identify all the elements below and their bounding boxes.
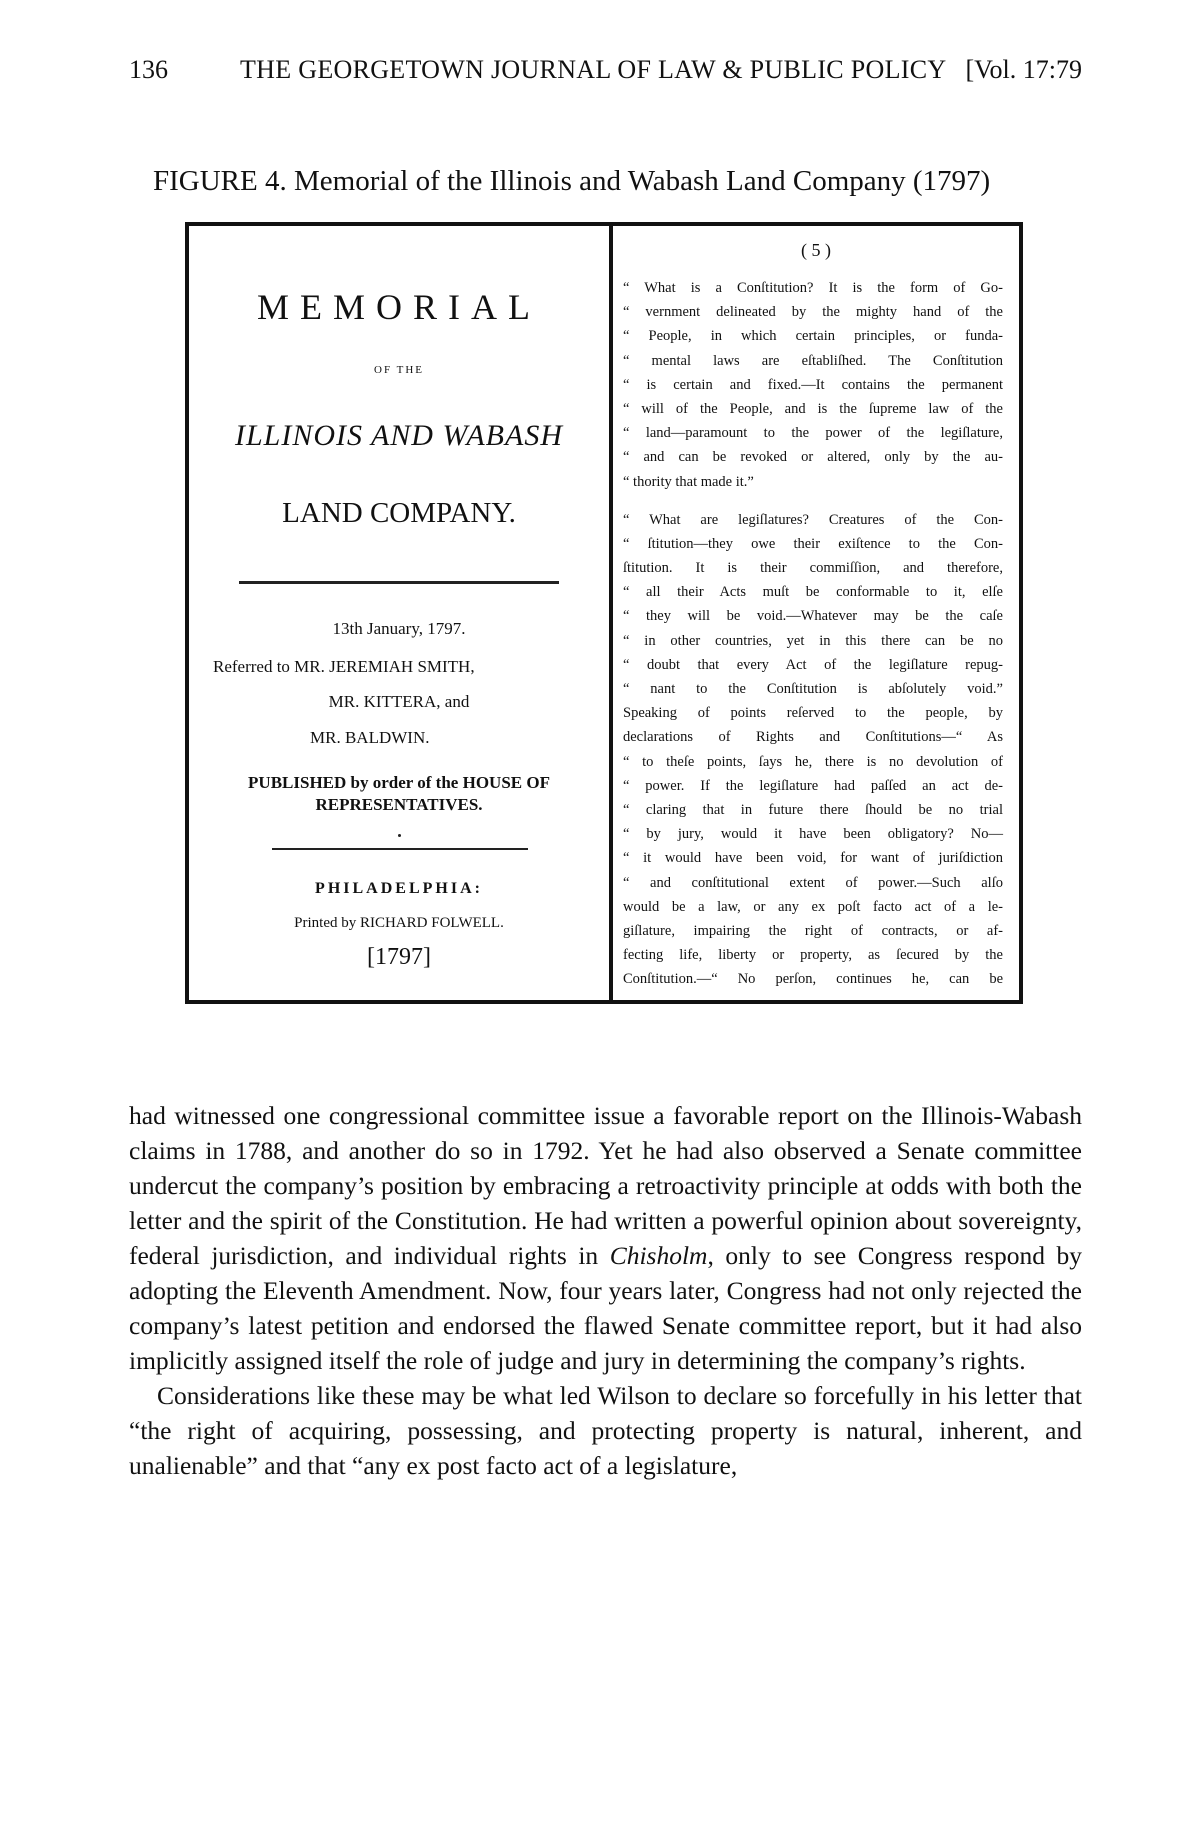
text-line: “ What are legiſlatures? Creatures of the Con- — [623, 511, 1003, 528]
text-line: “ vernment delineated by the mighty hand of the — [623, 304, 1003, 321]
figure-label: FIGURE 4. — [153, 165, 287, 197]
title-published: PUBLISHED by order of the HOUSE OF — [248, 773, 550, 792]
text-line: “ and can be revoked or altered, only by the au- — [623, 449, 1003, 466]
running-head — [129, 50, 1082, 90]
title-baldwin: MR. BALDWIN. — [310, 728, 430, 747]
volume-citation: [Vol. 17:79 — [965, 55, 1082, 84]
text-line: “ they will be void.—Whatever may be the caſe — [623, 608, 1003, 625]
body-text-run: had witnessed one congressional committee issue a favorable report on the Illinois-Wabash claims in 1788, and another do so in 1792. Yet he had also observed a Senate committee undercut the company’s position by embracing a retroactivity principle at odds with both the letter and the spirit of the Constitution. He had written a powerful opinion about sovereignty, federal jurisdiction, and individual rights in — [129, 1101, 1082, 1270]
title-representatives: REPRESENTATIVES. — [315, 795, 483, 814]
text-line: “ People, in which certain principles, or funda- — [623, 328, 1003, 345]
page-number: 136 — [129, 55, 168, 84]
title-date: 13th January, 1797. — [332, 619, 466, 638]
figure-caption — [153, 161, 990, 201]
text-line: “ claring that in future there ſhould be no trial — [623, 801, 1003, 818]
text-line: “ What is a Conſtitution? It is the form of Go- — [623, 280, 1003, 296]
facsimile-image — [185, 222, 1023, 1004]
text-line: Conſtitution.—“ No perſon, continues he, can be — [623, 971, 1003, 988]
text-line: fecting life, liberty or property, as ſecured by the — [623, 947, 1003, 964]
text-line: “ doubt that every Act of the legiſlature repug- — [623, 656, 1003, 673]
title-referred: Referred to MR. JEREMIAH SMITH, — [213, 657, 475, 676]
text-line: declarations of Rights and Conſtitutions—“ As — [623, 729, 1003, 746]
text-page — [613, 226, 1019, 1000]
ornament-dot — [398, 834, 401, 837]
journal-title: THE GEORGETOWN JOURNAL OF LAW & PUBLIC POLICY — [240, 55, 947, 84]
text-line: “ in other countries, yet in this there can be no — [623, 632, 1003, 649]
text-line: “ all their Acts muſt be conformable to it, elſe — [623, 584, 1003, 601]
text-line: “ thority that made it.” — [623, 473, 754, 490]
facsimile-text — [623, 276, 1003, 991]
title-place: PHILADELPHIA: — [315, 880, 483, 897]
text-line: “ mental laws are eſtabliſhed. The Conſtitution — [623, 352, 1003, 369]
body-paragraph: Considerations like these may be what led Wilson to declare so forcefully in his letter that “the right of acquiring, possessing, and protecting property is natural, inherent, and unalienable” and that “any ex post facto act of a legislature, — [129, 1381, 1082, 1480]
title-year: [1797] — [367, 944, 431, 970]
figure-caption-text: Memorial of the Illinois and Wabash Land Company (1797) — [293, 165, 991, 197]
text-line: “ it would have been void, for want of juriſdiction — [623, 850, 1003, 867]
facsimile-page-number: ( 5 ) — [801, 240, 831, 260]
text-line: “ is certain and fixed.—It contains the permanent — [623, 376, 1003, 393]
title-land-company: LAND COMPANY. — [282, 497, 516, 529]
text-line: giſlature, impairing the right of contracts, or af- — [623, 922, 1003, 939]
text-line: “ land—paramount to the power of the legiſlature, — [623, 425, 1003, 442]
case-name: Chisholm — [609, 1241, 708, 1270]
title-kittera: MR. KITTERA, and — [328, 692, 470, 711]
text-line: “ and conſtitutional extent of power.—Such alſo — [623, 874, 1003, 891]
text-line: “ to theſe points, ſays he, there is no devolution of — [623, 753, 1003, 770]
text-line: Speaking of points reſerved to the people, by — [623, 705, 1003, 722]
title-page — [189, 226, 609, 1000]
ornamental-rule — [272, 848, 528, 850]
text-line: “ by jury, would it have been obligatory? No— — [623, 826, 1003, 843]
text-line: “ will of the People, and is the ſupreme law of the — [623, 400, 1003, 417]
body-paragraph — [129, 1098, 1082, 1378]
text-line: ſtitution. It is their commiſſion, and therefore, — [623, 560, 1003, 577]
text-line: “ ſtitution—they owe their exiſtence to the Con- — [623, 535, 1003, 552]
title-of-the: OF THE — [374, 364, 424, 376]
text-line: would be a law, or any ex poſt facto act of a le- — [623, 898, 1003, 915]
title-company-name: ILLINOIS AND WABASH — [234, 419, 563, 452]
article-body — [129, 1098, 1082, 1483]
text-line: “ power. If the legiſlature had paſſed an act de- — [623, 777, 1003, 794]
text-line: “ nant to the Conſtitution is abſolutely void.” — [623, 681, 1003, 697]
ornamental-rule — [239, 581, 559, 584]
title-memorial: MEMORIAL — [257, 287, 541, 327]
title-printer: Printed by RICHARD FOLWELL. — [294, 915, 504, 931]
body-text-run: , only to see Congress respond by adopting the Eleventh Amendment. Now, four years later, Congress had not only rejected the company’s latest petition and endorsed the flawed Senate committee report, but it had also implicitly assigned itself the role of judge and jury in determining the company’s rights. — [129, 1241, 1082, 1375]
